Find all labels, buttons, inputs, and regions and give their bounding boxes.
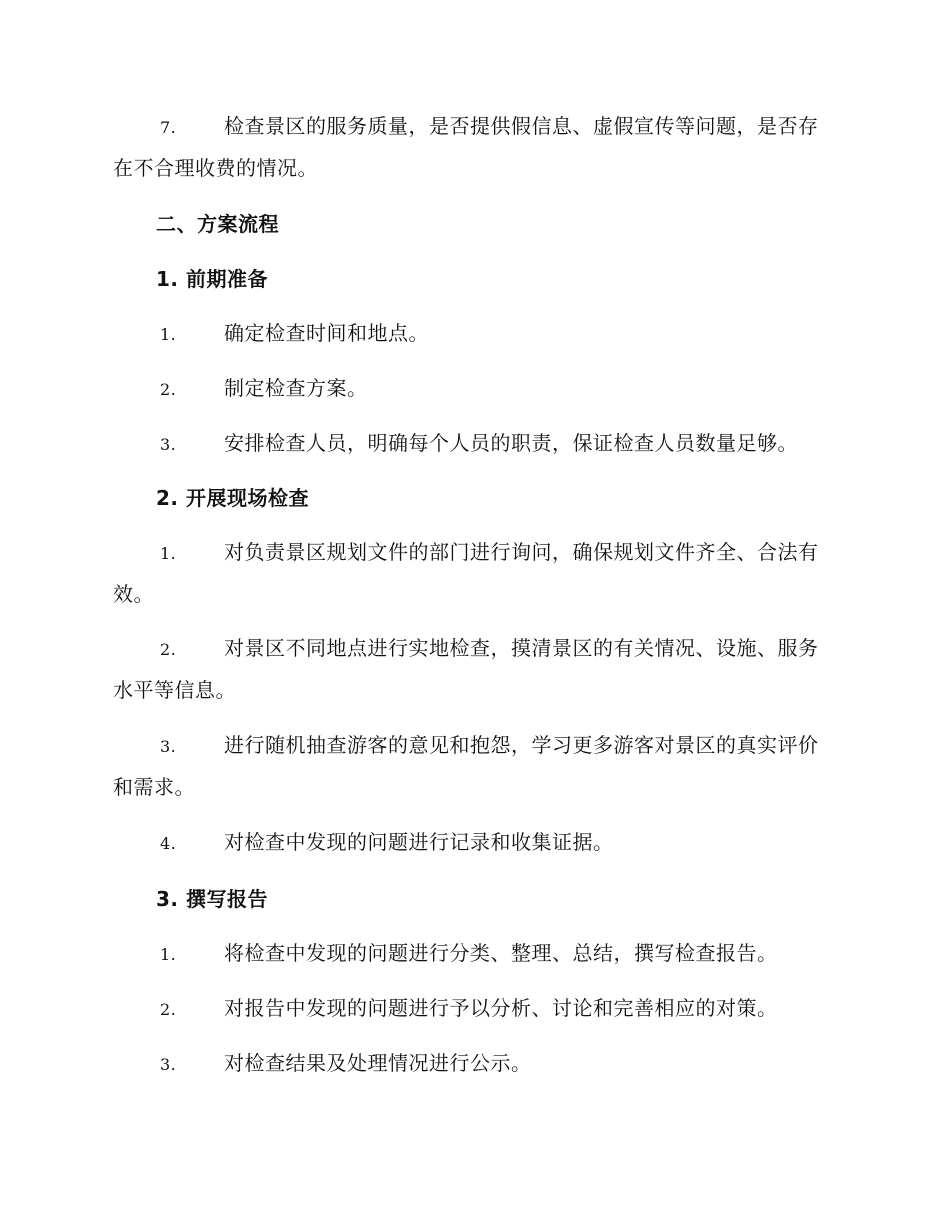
list-item-text: 对报告中发现的问题进行予以分析、讨论和完善相应的对策。 bbox=[224, 996, 778, 1020]
list-item-number: 2. bbox=[160, 380, 177, 399]
list-item-number: 1. bbox=[160, 325, 177, 344]
list-item bbox=[113, 628, 833, 711]
list-item-text: 对检查中发现的问题进行记录和收集证据。 bbox=[224, 830, 614, 854]
list-item bbox=[113, 423, 833, 465]
list-item-text: 安排检查人员，明确每个人员的职责，保证检查人员数量足够。 bbox=[224, 431, 798, 455]
list-item bbox=[113, 368, 833, 410]
list-item-number: 3. bbox=[160, 435, 177, 454]
list-item-text: 对景区不同地点进行实地检查，摸清景区的有关情况、设施、服务水平等信息。 bbox=[113, 636, 819, 702]
list-item bbox=[113, 1043, 833, 1085]
list-item-text: 确定检查时间和地点。 bbox=[224, 321, 429, 345]
list-item bbox=[113, 725, 833, 808]
section-heading: 二、方案流程 bbox=[156, 212, 279, 236]
list-item-number: 2. bbox=[160, 640, 177, 659]
list-item bbox=[113, 532, 833, 615]
list-item-text: 进行随机抽查游客的意见和抱怨，学习更多游客对景区的真实评价和需求。 bbox=[113, 733, 819, 799]
list-item-number: 4. bbox=[160, 834, 177, 853]
list-item-text: 检查景区的服务质量，是否提供假信息、虚假宣传等问题，是否存在不合理收费的情况。 bbox=[113, 114, 819, 180]
list-item bbox=[113, 933, 833, 975]
list-item-number: 3. bbox=[160, 737, 177, 756]
list-item bbox=[113, 313, 833, 355]
list-item-text: 对检查结果及处理情况进行公示。 bbox=[224, 1051, 532, 1075]
list-item bbox=[113, 822, 833, 864]
list-item-text: 对负责景区规划文件的部门进行询问，确保规划文件齐全、合法有效。 bbox=[113, 540, 819, 606]
list-item-number: 7. bbox=[160, 118, 177, 137]
list-item-number: 1. bbox=[160, 544, 177, 563]
list-item-number: 2. bbox=[160, 1000, 177, 1019]
list-item-number: 3. bbox=[160, 1055, 177, 1074]
list-item-number: 1. bbox=[160, 945, 177, 964]
list-item-text: 制定检查方案。 bbox=[224, 376, 368, 400]
subsection-heading-report: 3. 撰写报告 bbox=[156, 887, 268, 911]
list-item bbox=[113, 106, 833, 189]
subsection-heading-onsite-inspection: 2. 开展现场检查 bbox=[156, 486, 309, 510]
list-item bbox=[113, 988, 833, 1030]
subsection-heading-preparation: 1. 前期准备 bbox=[156, 267, 268, 291]
list-item-text: 将检查中发现的问题进行分类、整理、总结，撰写检查报告。 bbox=[224, 941, 778, 965]
